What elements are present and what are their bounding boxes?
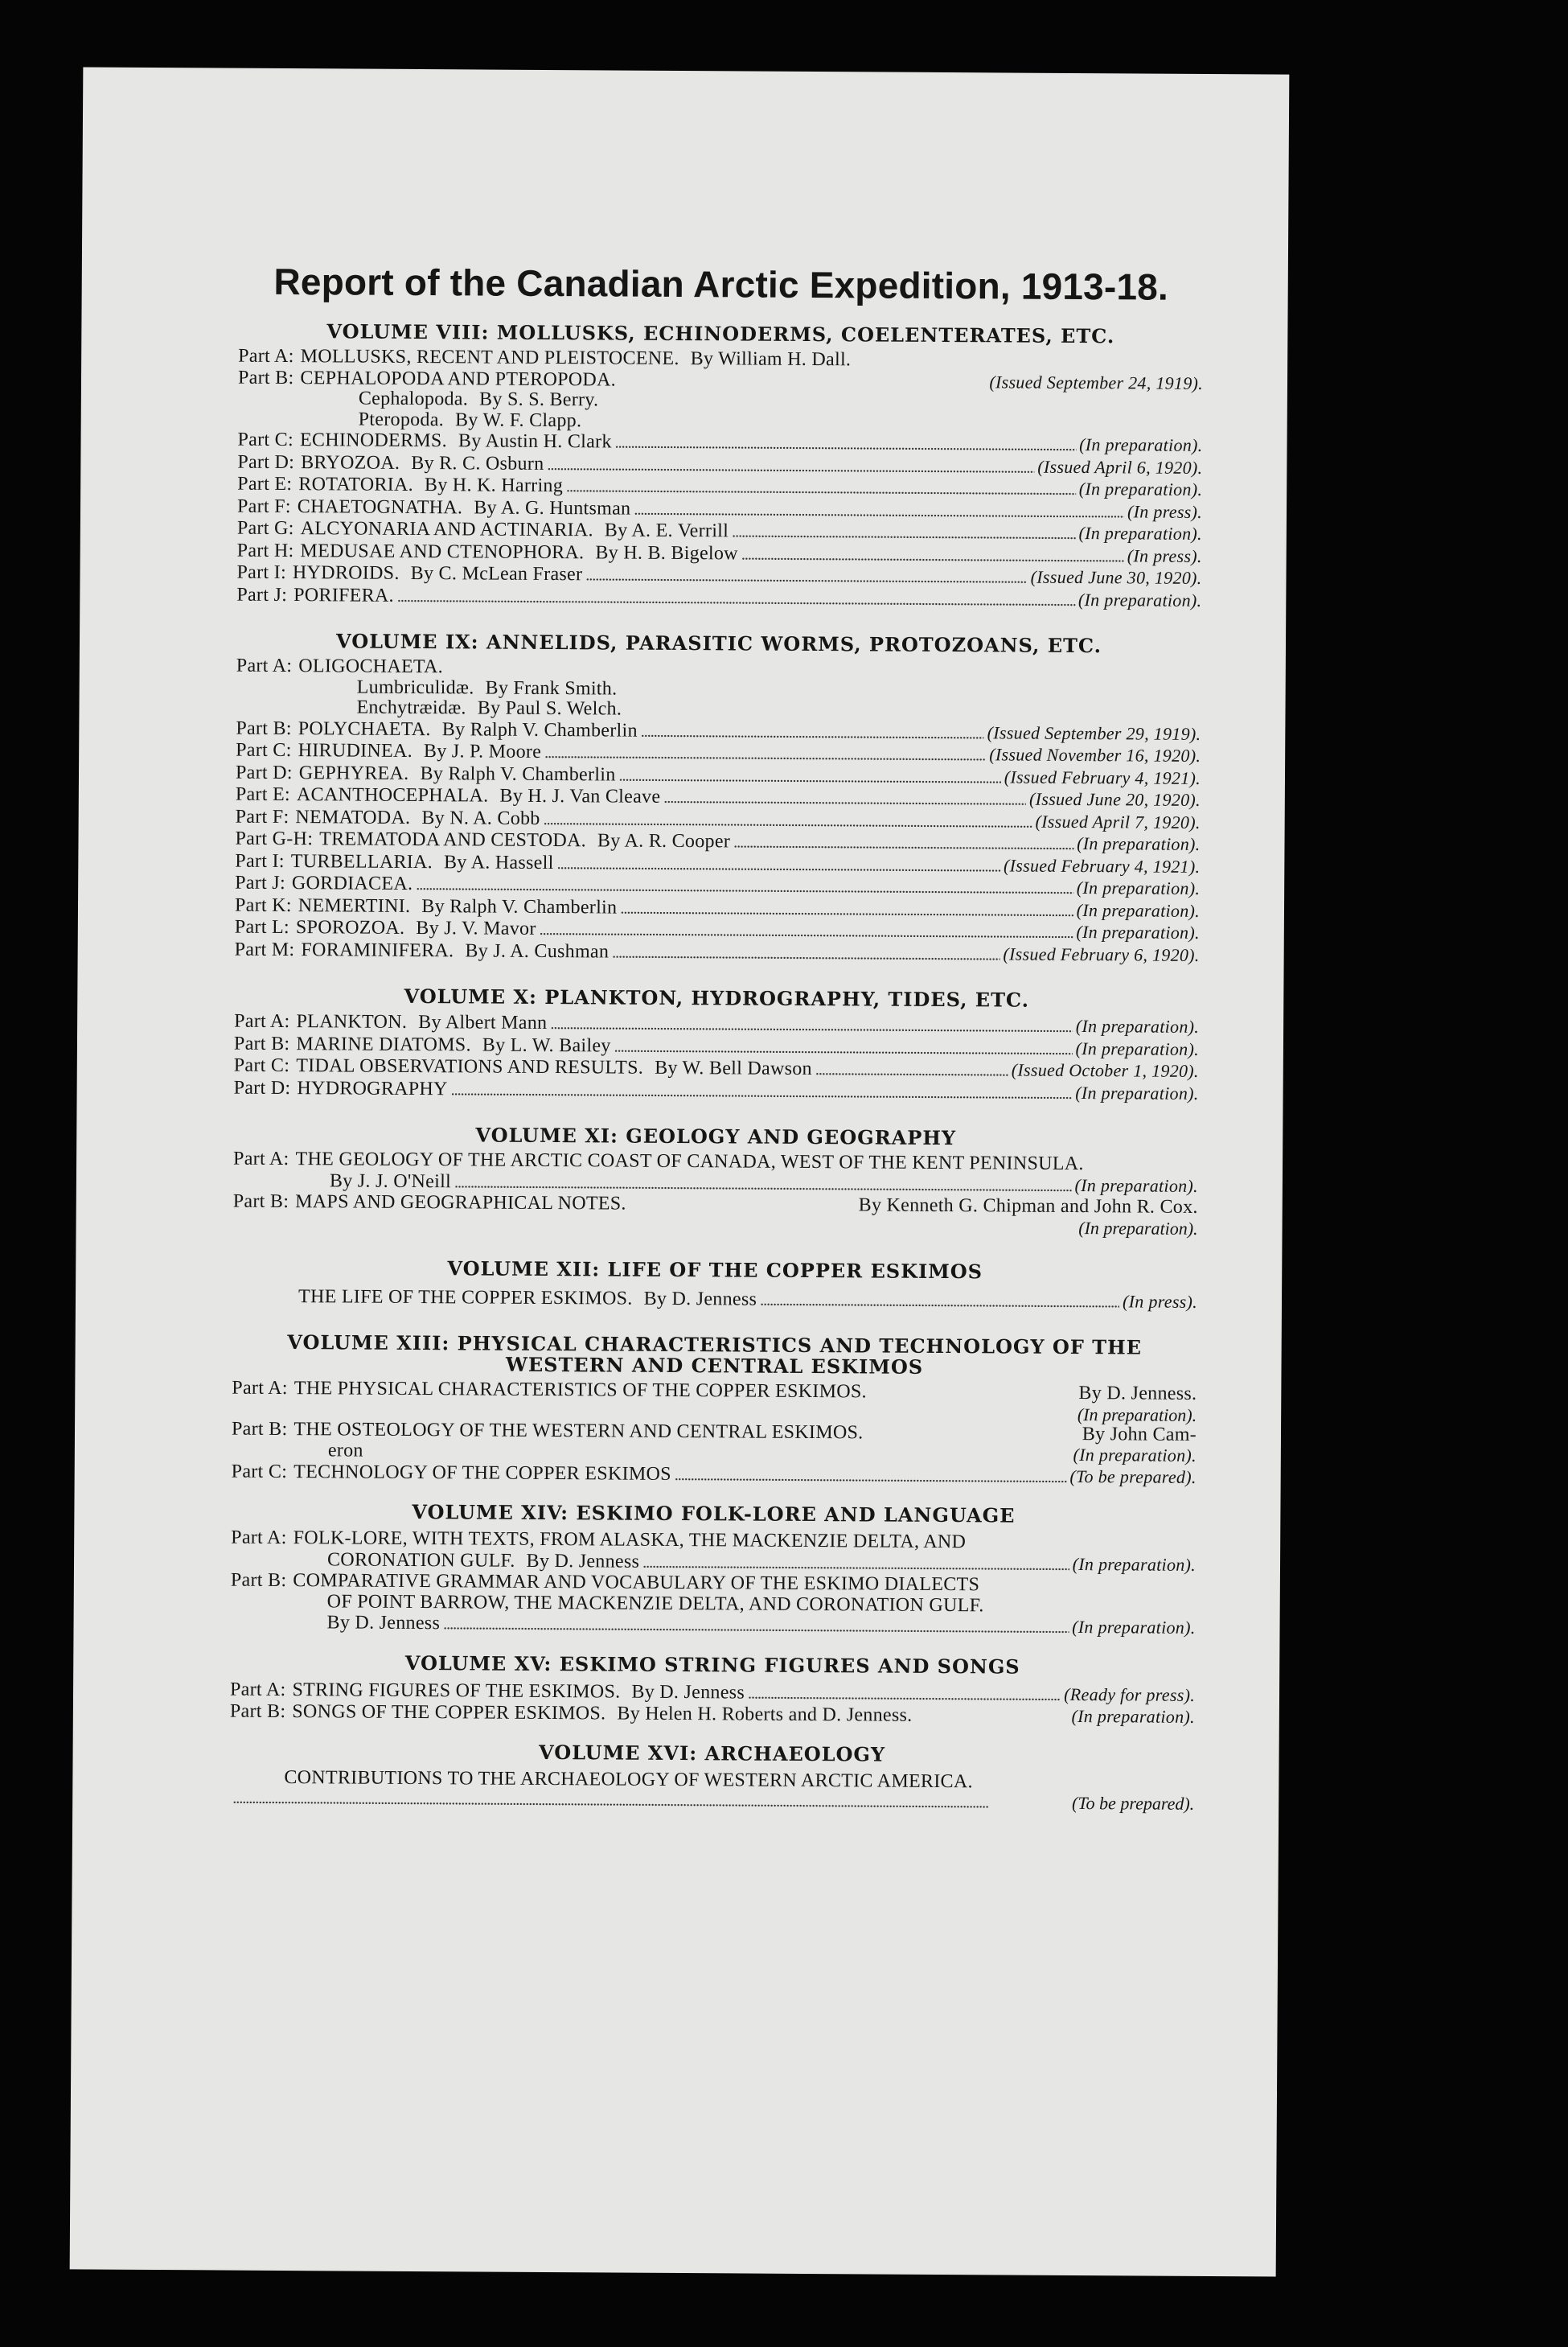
dot-leader: [815, 1059, 1008, 1082]
dot-leader: [615, 432, 1077, 456]
part-title: CHAETOGNATHA.: [297, 495, 463, 518]
dot-leader: [614, 1036, 1073, 1060]
dot-leader: [566, 476, 1076, 500]
part-author: By Ralph V. Chamberlin: [441, 718, 638, 742]
part-title: CONTRIBUTIONS TO THE ARCHAEOLOGY OF WESTERN ARCTIC AMERICA.: [284, 1766, 973, 1792]
part-status: (Issued November 16, 1920).: [989, 744, 1201, 766]
dot-leader: [397, 586, 1075, 611]
part-title: FOLK-LORE, WITH TEXTS, FROM ALASKA, THE MACKENZIE DELTA, AND: [293, 1527, 967, 1553]
part-label: Part B:: [237, 367, 294, 388]
part-author: By Austin H. Clark: [458, 430, 612, 453]
volume-heading: VOLUME XVI: ARCHAEOLOGY: [538, 1740, 886, 1766]
part-title: ROTATORIA.: [298, 474, 414, 495]
part-author: By W. F. Clapp.: [454, 409, 582, 431]
dot-leader: [585, 565, 1028, 589]
part-author: By J. V. Mavor: [416, 917, 536, 939]
part-label: Part C:: [233, 1054, 290, 1077]
part-label: Part B:: [230, 1569, 287, 1592]
dot-leader: [733, 832, 1073, 855]
part-label: Part B:: [236, 717, 292, 739]
part-label: Part L:: [234, 916, 290, 939]
volume-heading: VOLUME VIII: MOLLUSKS, ECHINODERMS, COELENTERATES, ETC.: [326, 319, 1115, 348]
part-title: SONGS OF THE COPPER ESKIMOS.: [292, 1701, 606, 1724]
part-status: (Issued February 6, 1920).: [1003, 943, 1200, 965]
part-status: (To be prepared).: [1071, 1792, 1195, 1814]
dot-leader: [557, 853, 1001, 878]
part-author: By Ralph V. Chamberlin: [420, 762, 616, 786]
part-status: (In preparation).: [1073, 1444, 1197, 1465]
dot-leader: [634, 499, 1124, 523]
sub-title: Enchytræidæ.: [356, 697, 466, 719]
dot-leader: [232, 1788, 1069, 1815]
part-author: By A. Hassell: [443, 851, 554, 873]
volume-16: [229, 1740, 1195, 1815]
part-title: HIRUDINEA.: [298, 740, 413, 762]
part-label: Part A:: [234, 1010, 290, 1033]
dot-leader: [641, 721, 984, 744]
part-title: ALCYONARIA AND ACTINARIA.: [300, 518, 593, 541]
part-title: ACANTHOCEPHALA.: [296, 784, 489, 807]
part-status: (In preparation).: [1077, 589, 1202, 610]
part-label: Part D:: [235, 762, 293, 783]
part-title: BRYOZOA.: [301, 451, 400, 474]
dot-leader: [547, 454, 1034, 478]
part-status: (In preparation).: [1078, 1217, 1198, 1239]
dot-leader: [443, 1613, 1069, 1638]
part-title: TECHNOLOGY OF THE COPPER ESKIMOS: [293, 1461, 671, 1485]
part-label: Part B:: [233, 1033, 290, 1054]
part-author: By A. G. Huntsman: [474, 496, 631, 520]
dot-leader: [663, 787, 1026, 811]
volume-10: [234, 985, 1200, 1105]
part-status: (In preparation).: [1076, 878, 1201, 898]
part-author: By J. J. O'Neill: [329, 1169, 452, 1192]
part-label: Part F:: [235, 806, 289, 828]
part-status: (Issued February 4, 1921).: [1004, 766, 1201, 788]
part-title: MAPS AND GEOGRAPHICAL NOTES.: [295, 1191, 626, 1215]
part-status: (In preparation).: [1072, 1616, 1196, 1638]
dot-leader: [741, 544, 1124, 567]
dot-leader: [748, 1683, 1061, 1706]
part-label: Part B:: [229, 1700, 286, 1723]
part-status: (In preparation).: [1078, 479, 1203, 499]
part-author: By N. A. Cobb: [421, 807, 540, 829]
part-author: By R. C. Osburn: [411, 452, 544, 475]
part-status: (In preparation).: [1077, 1404, 1197, 1425]
part-title: PLANKTON.: [296, 1011, 408, 1033]
part-title: THE PHYSICAL CHARACTERISTICS OF THE COPPER ESKIMOS.: [293, 1378, 867, 1403]
dot-leader: [544, 808, 1032, 832]
part-status: (In preparation).: [1076, 922, 1200, 943]
volume-heading: VOLUME X: PLANKTON, HYDROGRAPHY, TIDES, ETC.: [404, 984, 1030, 1012]
part-title: OLIGOCHAETA.: [298, 656, 444, 678]
part-status: (Ready for press).: [1064, 1683, 1196, 1705]
part-status: (In preparation).: [1076, 899, 1201, 921]
part-author: By Ralph V. Chamberlin: [421, 895, 618, 919]
part-author: By S. S. Berry.: [479, 388, 599, 411]
volume-11: [233, 1124, 1199, 1239]
part-status: (In preparation).: [1077, 833, 1201, 854]
dot-leader: [550, 1013, 1073, 1038]
part-label: Part A:: [229, 1679, 286, 1700]
part-title-continued: CORONATION GULF.: [326, 1548, 515, 1572]
part-author: By H. B. Bigelow: [595, 541, 738, 564]
volume-heading: VOLUME XII: LIFE OF THE COPPER ESKIMOS: [447, 1256, 983, 1283]
part-label: Part E:: [237, 473, 293, 495]
part-status: (In press).: [1123, 1290, 1198, 1312]
part-title: COMPARATIVE GRAMMAR AND VOCABULARY OF THE ESKIMO DIALECTS: [293, 1570, 980, 1596]
part-label: Part C:: [237, 429, 294, 451]
part-status: (In preparation).: [1071, 1705, 1195, 1727]
part-author: By Helen H. Roberts and D. Jenness.: [617, 1703, 913, 1726]
part-author: By D. Jenness: [526, 1550, 640, 1572]
part-title: STRING FIGURES OF THE ESKIMOS.: [292, 1679, 621, 1703]
volume-9: [235, 631, 1201, 967]
part-status: (Issued February 4, 1921).: [1003, 854, 1201, 877]
part-author: By Frank Smith.: [485, 677, 618, 700]
part-author: By Paul S. Welch.: [477, 697, 622, 720]
volume-heading: VOLUME XIV: ESKIMO FOLK-LORE AND LANGUAGE: [412, 1499, 1016, 1527]
part-label: Part I:: [235, 850, 285, 872]
part-status: (In press).: [1127, 500, 1203, 522]
part-status: (Issued June 20, 1920).: [1028, 788, 1201, 810]
part-label: Part A:: [232, 1377, 288, 1400]
part-author: By D. Jenness: [643, 1288, 757, 1310]
part-author-continued: eron: [327, 1440, 363, 1461]
page-title: Report of the Canadian Arctic Expedition, 1913-18.: [273, 260, 1169, 308]
part-title: SPOROZOA.: [295, 917, 405, 939]
part-author: By H. K. Harring: [424, 475, 564, 497]
volume-heading: VOLUME IX: ANNELIDS, PARASITIC WORMS, PROTOZOANS, ETC.: [335, 629, 1102, 658]
sub-title: Pteropoda.: [358, 409, 445, 430]
part-title: MEDUSAE AND CTENOPHORA.: [300, 540, 585, 563]
part-label: Part B:: [232, 1190, 289, 1213]
part-label: Part G:: [236, 517, 294, 540]
part-title: GORDIACEA.: [291, 873, 413, 894]
dot-leader: [620, 898, 1073, 922]
part-status: (In preparation).: [1072, 1553, 1197, 1575]
part-label: Part B:: [231, 1418, 288, 1440]
volume-8: [236, 321, 1203, 612]
part-status: (Issued April 7, 1920).: [1035, 811, 1201, 832]
part-title: TREMATODA AND CESTODA.: [319, 828, 587, 852]
part-status: (In preparation).: [1075, 1038, 1200, 1059]
part-author: By D. Jenness: [326, 1612, 441, 1634]
part-status: (Issued September 24, 1919).: [989, 371, 1204, 393]
volume-heading: VOLUME XI: GEOLOGY AND GEOGRAPHY: [475, 1123, 957, 1150]
part-title: NEMATODA.: [295, 806, 411, 828]
part-title-continued: OF POINT BARROW, THE MACKENZIE DELTA, AND CORONATION GULF.: [326, 1590, 984, 1616]
part-author: By A. R. Cooper: [597, 830, 731, 853]
part-status: (In press).: [1127, 545, 1202, 566]
part-status: (Issued September 29, 1919).: [987, 721, 1201, 744]
part-title: NEMERTINI.: [298, 894, 411, 917]
part-status: (In preparation).: [1075, 1082, 1199, 1104]
part-label: Part C:: [231, 1461, 288, 1482]
part-title: MOLLUSKS, RECENT AND PLEISTOCENE.: [300, 346, 679, 369]
part-status: (Issued October 1, 1920).: [1011, 1059, 1199, 1081]
part-status: (In preparation).: [1075, 1016, 1200, 1037]
dot-leader: [544, 742, 986, 767]
part-label: Part E:: [235, 783, 291, 806]
dot-leader: [732, 521, 1075, 545]
part-author: By William H. Dall.: [690, 348, 852, 371]
part-label: Part C:: [236, 739, 292, 762]
part-title: TURBELLARIA.: [290, 850, 433, 873]
part-label: Part D:: [233, 1077, 291, 1099]
part-label: Part K:: [234, 894, 292, 916]
part-title: HYDROIDS.: [292, 562, 400, 584]
part-status: (Issued April 6, 1920).: [1037, 456, 1203, 478]
part-title: POLYCHAETA.: [298, 717, 431, 740]
part-status: (In preparation).: [1074, 1174, 1198, 1196]
part-author: By A. E. Verrill: [604, 520, 729, 542]
part-label: Part J:: [236, 584, 288, 606]
part-author: By L. W. Bailey: [482, 1034, 611, 1056]
part-status: (In preparation).: [1079, 434, 1203, 455]
part-label: Part I:: [236, 561, 287, 583]
part-title: THE LIFE OF THE COPPER ESKIMOS.: [298, 1285, 633, 1309]
volume-heading: VOLUME XV: ESKIMO STRING FIGURES AND SONGS: [404, 1650, 1020, 1679]
part-status: (To be prepared).: [1069, 1465, 1197, 1487]
volume-13: [232, 1332, 1197, 1489]
part-label: Part D:: [237, 451, 295, 473]
dot-leader: [540, 919, 1073, 944]
part-entry: [232, 1285, 1197, 1313]
dot-leader: [675, 1464, 1067, 1487]
part-title: THE OSTEOLOGY OF THE WESTERN AND CENTRAL ESKIMOS.: [293, 1418, 864, 1443]
part-author: By J. P. Moore: [423, 741, 542, 762]
document-page: [70, 67, 1290, 2276]
part-status: (In preparation).: [1078, 523, 1202, 544]
part-label: Part A:: [236, 655, 293, 677]
part-title: PORIFERA.: [293, 584, 394, 606]
part-author: By Albert Mann: [418, 1012, 548, 1034]
part-label: Part G-H:: [235, 828, 314, 850]
part-author: By Kenneth G. Chipman and John R. Cox.: [858, 1194, 1198, 1218]
part-status: (Issued June 30, 1920).: [1030, 566, 1202, 588]
part-label: Part J:: [235, 872, 286, 894]
part-title: ECHINODERMS.: [299, 430, 448, 452]
part-author: By J. A. Cushman: [465, 939, 610, 962]
volume-heading-continued: WESTERN AND CENTRAL ESKIMOS: [505, 1352, 924, 1379]
volume-12: [232, 1256, 1197, 1313]
part-label: Part H:: [236, 540, 294, 561]
part-title: HYDROGRAPHY: [297, 1077, 448, 1100]
part-author: By John Cam-: [1082, 1423, 1197, 1445]
part-title: CEPHALOPODA AND PTEROPODA.: [300, 367, 617, 390]
part-author: By C. McLean Fraser: [410, 562, 583, 586]
part-title: TIDAL OBSERVATIONS AND RESULTS.: [296, 1055, 644, 1079]
volume-14: [230, 1501, 1196, 1640]
part-label: Part M:: [234, 939, 295, 960]
dot-leader: [760, 1289, 1119, 1313]
sub-title: Cephalopoda.: [358, 388, 469, 410]
part-author: By H. J. Van Cleave: [499, 785, 661, 808]
sub-title: Lumbriculidæ.: [356, 676, 474, 698]
part-author: By D. Jenness.: [1078, 1383, 1197, 1404]
part-title: MARINE DIATOMS.: [296, 1033, 471, 1055]
part-label: Part A:: [233, 1148, 289, 1170]
part-title: GEPHYREA.: [298, 762, 409, 784]
part-author: By W. Bell Dawson: [655, 1057, 812, 1080]
volume-heading: VOLUME XIII: PHYSICAL CHARACTERISTICS AND TECHNOLOGY OF THE: [287, 1330, 1143, 1359]
part-title: FORAMINIFERA.: [301, 939, 454, 961]
part-label: Part A:: [238, 345, 294, 368]
part-label: Part F:: [236, 495, 291, 517]
part-author: By D. Jenness: [631, 1681, 745, 1704]
dot-leader: [451, 1079, 1073, 1104]
dot-leader: [612, 942, 999, 965]
volume-15: [230, 1651, 1196, 1728]
part-title: THE GEOLOGY OF THE ARCTIC COAST OF CANADA, WEST OF THE KENT PENINSULA.: [295, 1149, 1084, 1175]
part-label: Part A:: [231, 1527, 287, 1549]
dot-leader: [618, 765, 1000, 788]
